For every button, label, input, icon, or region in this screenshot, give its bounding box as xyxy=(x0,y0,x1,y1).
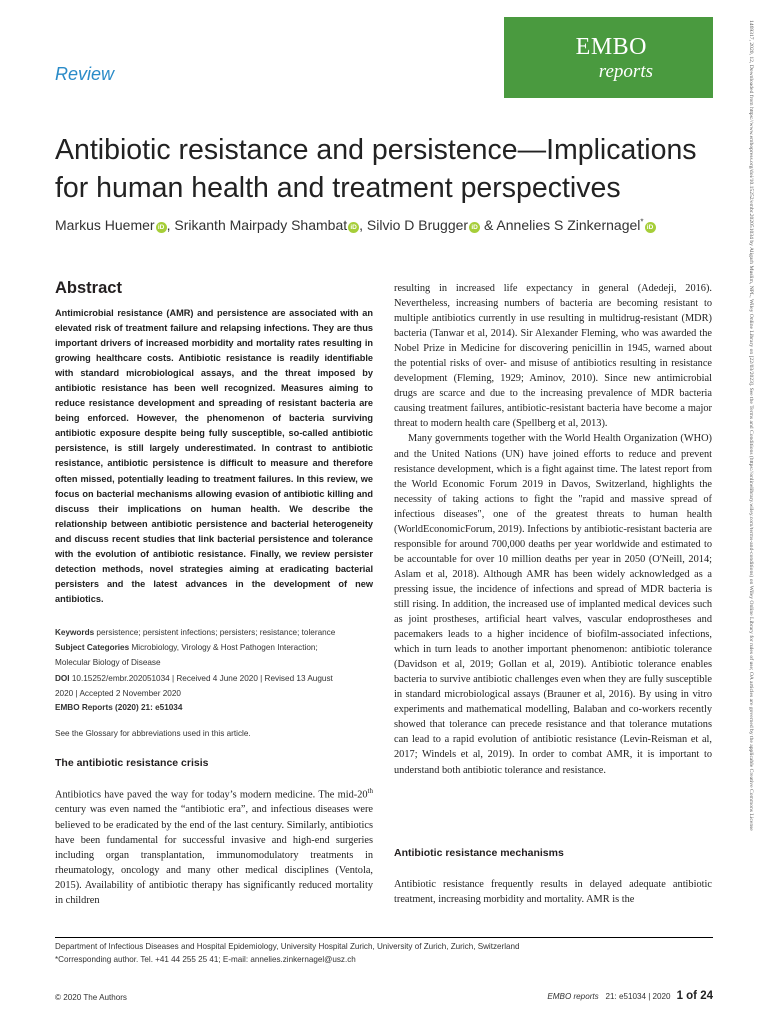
page-number: 1 of 24 xyxy=(676,990,713,1002)
crisis-heading: The antibiotic resistance crisis xyxy=(55,757,209,769)
title-line-2: for human health and treatment perspectives xyxy=(55,172,621,204)
doi-label: DOI xyxy=(55,674,70,683)
orcid-icon[interactable]: iD xyxy=(645,222,656,233)
copyright: © 2020 The Authors xyxy=(55,993,127,1002)
footer-citation xyxy=(547,990,713,1002)
keywords-label: Keywords xyxy=(55,628,95,637)
logo-embo: EMBO xyxy=(575,34,647,60)
abstract-text: Antimicrobial resistance (AMR) and persistence are associated with an elevated risk of treatment failure and relapsing infections. They are thus important drivers of increased morbidity and mortality rates resulting in growing healthcare costs. Antibiotic resistance is readily identifiable with standard microbiological assays, and the threat imposed by antibiotic resistance has been well recognized. Measures aiming to reduce resistance development and spreading of resistant bacteria are being enforced. However, the phenomenon of bacteria surviving antibiotic exposure despite being fully susceptible, so-called antibiotic persistence, is still largely underestimated. In contrast to antibiotic resistance, antibiotic persistence is difficult to measure and therefore often missed, potentially leading to treatment failures. In this review, we focus on bacterial mechanisms allowing evasion of antibiotic killing and discuss their implications on human health. We describe the relationship between antibiotic persistence and bacterial heterogeneity and discuss recent studies that link bacterial persistence and tolerance with the evolution of antibiotic resistance. Finally, we review persister detection methods, novel strategies aiming at eradicating bacterial persisters and the latest advances in the development of new antibiotics. xyxy=(55,308,373,604)
orcid-icon[interactable]: iD xyxy=(348,222,359,233)
keywords-value: persistence; persistent infections; persisters; resistance; tolerance xyxy=(94,628,336,637)
orcid-icon[interactable]: iD xyxy=(156,222,167,233)
logo-reports: reports xyxy=(598,61,653,82)
paragraph-3: Antibiotic resistance frequently results in delayed adequate antibiotic treatment, increasing morbidity and mortality. AMR is the xyxy=(394,879,712,906)
affiliation-block xyxy=(55,941,713,966)
orcid-icon[interactable]: iD xyxy=(469,222,480,233)
footer-journal: EMBO reports xyxy=(547,992,599,1001)
subject-value: Microbiology, Virology & Host Pathogen Interaction; xyxy=(129,643,318,652)
download-notice-text: 1469317, 2020, 12, Downloaded from https://www.embopress.org/doi/10.15252/embr.202051034 by Aligarh Muslim, NPL, Wiley Online Library on [22/03/2023]. See the Terms and Conditions (https://onlinelibrary.wiley.com/terms-and-conditions) on Wiley Online Library for rules of use; OA articles are governed by the applicable Creative Commons License xyxy=(748,20,754,831)
right-column-body xyxy=(394,281,712,778)
title-line-1: Antibiotic resistance and persistence—Implications xyxy=(55,134,697,166)
affiliation: Department of Infectious Diseases and Hospital Epidemiology, University Hospital Zurich, University of Zurich, Zurich, Switzerland xyxy=(55,942,520,951)
crisis-text-a: Antibiotics have paved the way for today’s modern medicine. The mid-20 xyxy=(55,789,368,801)
crisis-text-b: century was even named the “antibiotic era”, and infectious diseases were believed to be eradicated by the end of the last century. Similarly, antibiotics have been fundamental for successful invasive and high-end surgeries including organ transplantation, immunomodulatory treatments in rheumatology, oncology and many other medical disciplines (Ventola, 2015). Availability of antibiotic therapy has significantly reduced mortality in children xyxy=(55,804,373,906)
left-column-body xyxy=(55,784,373,908)
glossary-note: See the Glossary for abbreviations used in this article. xyxy=(55,729,251,738)
subject-value-2: Molecular Biology of Disease xyxy=(55,658,161,668)
footer-volume: 21: e51034 | 2020 xyxy=(605,992,671,1001)
mechanisms-body xyxy=(394,877,712,907)
doi-value[interactable]: 10.15252/embr.202051034 | Received 4 June 2020 | Revised 13 August xyxy=(69,674,333,683)
author-1: Markus Huemer xyxy=(55,217,155,233)
author-4: & Annelies S Zinkernagel xyxy=(480,217,641,233)
paragraph-1: resulting in increased life expectancy in general (Adedeji, 2016). Nevertheless, increasing numbers of bacteria are becoming resistant to multiple antibiotics currently in use resulting in multidrug-resistant (MDR) bacteria (Tanwar et al, 2014). Sir Alexander Fleming, who was awarded the Nobel Prize in Medicine for discovering penicillin in 1945, warned about the potential risks of over- and misuse of antibiotics resulting in resistance development (Fleming, 1929; Aminov, 2010). Since new antimicrobial drugs are scarce and due to the increasing prevalence of MDR bacteria causing treatment failures, antibiotic-resistant bacteria have become a major threat to modern health care (Spellberg et al, 2013). xyxy=(394,283,712,430)
crisis-sup: th xyxy=(367,787,373,795)
subject-label: Subject Categories xyxy=(55,643,130,652)
doi-info xyxy=(55,671,385,702)
section-label: Review xyxy=(55,64,115,84)
abstract-heading: Abstract xyxy=(55,279,122,297)
author-list xyxy=(55,217,735,233)
author-3: , Silvio D Brugger xyxy=(359,217,469,233)
footer-divider xyxy=(55,937,713,938)
corresponding-author: *Corresponding author. Tel. +41 44 255 25 41; E-mail: annelies.zinkernagel@usz.ch xyxy=(55,954,356,964)
author-2: , Srikanth Mairpady Shambat xyxy=(166,217,348,233)
article-title xyxy=(55,131,735,207)
keywords xyxy=(55,625,385,640)
journal-logo xyxy=(504,17,713,98)
subject-categories xyxy=(55,640,385,671)
crisis-paragraph xyxy=(55,784,373,908)
mechanisms-heading: Antibiotic resistance mechanisms xyxy=(394,847,564,859)
corresponding-star: * xyxy=(640,217,644,227)
doi-value-2: 2020 | Accepted 2 November 2020 xyxy=(55,689,181,699)
download-notice xyxy=(742,20,756,1005)
paragraph-2: Many governments together with the World Health Organization (WHO) and the United Nations (UN) have joined efforts to reduce and prevent resistance development, which is a fight against time. The latest report from the World Economic Forum 2019 in Davos, Switzerland, highlights the necessity of taking actions to fight the "rapid and massive spread of infectious diseases", one of the greatest threats to human health (WorldEconomicForum, 2019). Infections by antibiotic-resistant bacteria are responsible for around 700,000 deaths per year worldwide and estimated to be accountable for over 10 million deaths per year in 2050 (O'Neill, 2014; Aslam et al, 2018). Although AMR has been widely acknowledged as a pressing issue, the incidence of infections and spread of MDR bacteria is still rising. In addition, the increased use of implanted medical devices such as joint prostheses, artificial heart valves, vascular endoprostheses and pacemakers leads to a higher incidence of biofilm-associated infections, which in turn leads to another important phenomenon: antibiotic tolerance (Davidson et al, 2019; Gollan et al, 2019). Antibiotic tolerance enables bacteria to survive antibiotic challenges even when they are fully susceptible in standard microbiological assays (Brauner et al, 2016). By using in vitro experiments and mathematical modelling, Balaban and co-workers recently showed that tolerance can precede resistance and that tolerance mutations can lead to a rapid evolution of antibiotic resistance (Levin-Reisman et al, 2017; Windels et al, 2019). In order to combat AMR, it is important to understand both antibiotic tolerance and resistance. xyxy=(394,433,712,776)
citation: EMBO Reports (2020) 21: e51034 xyxy=(55,703,183,712)
